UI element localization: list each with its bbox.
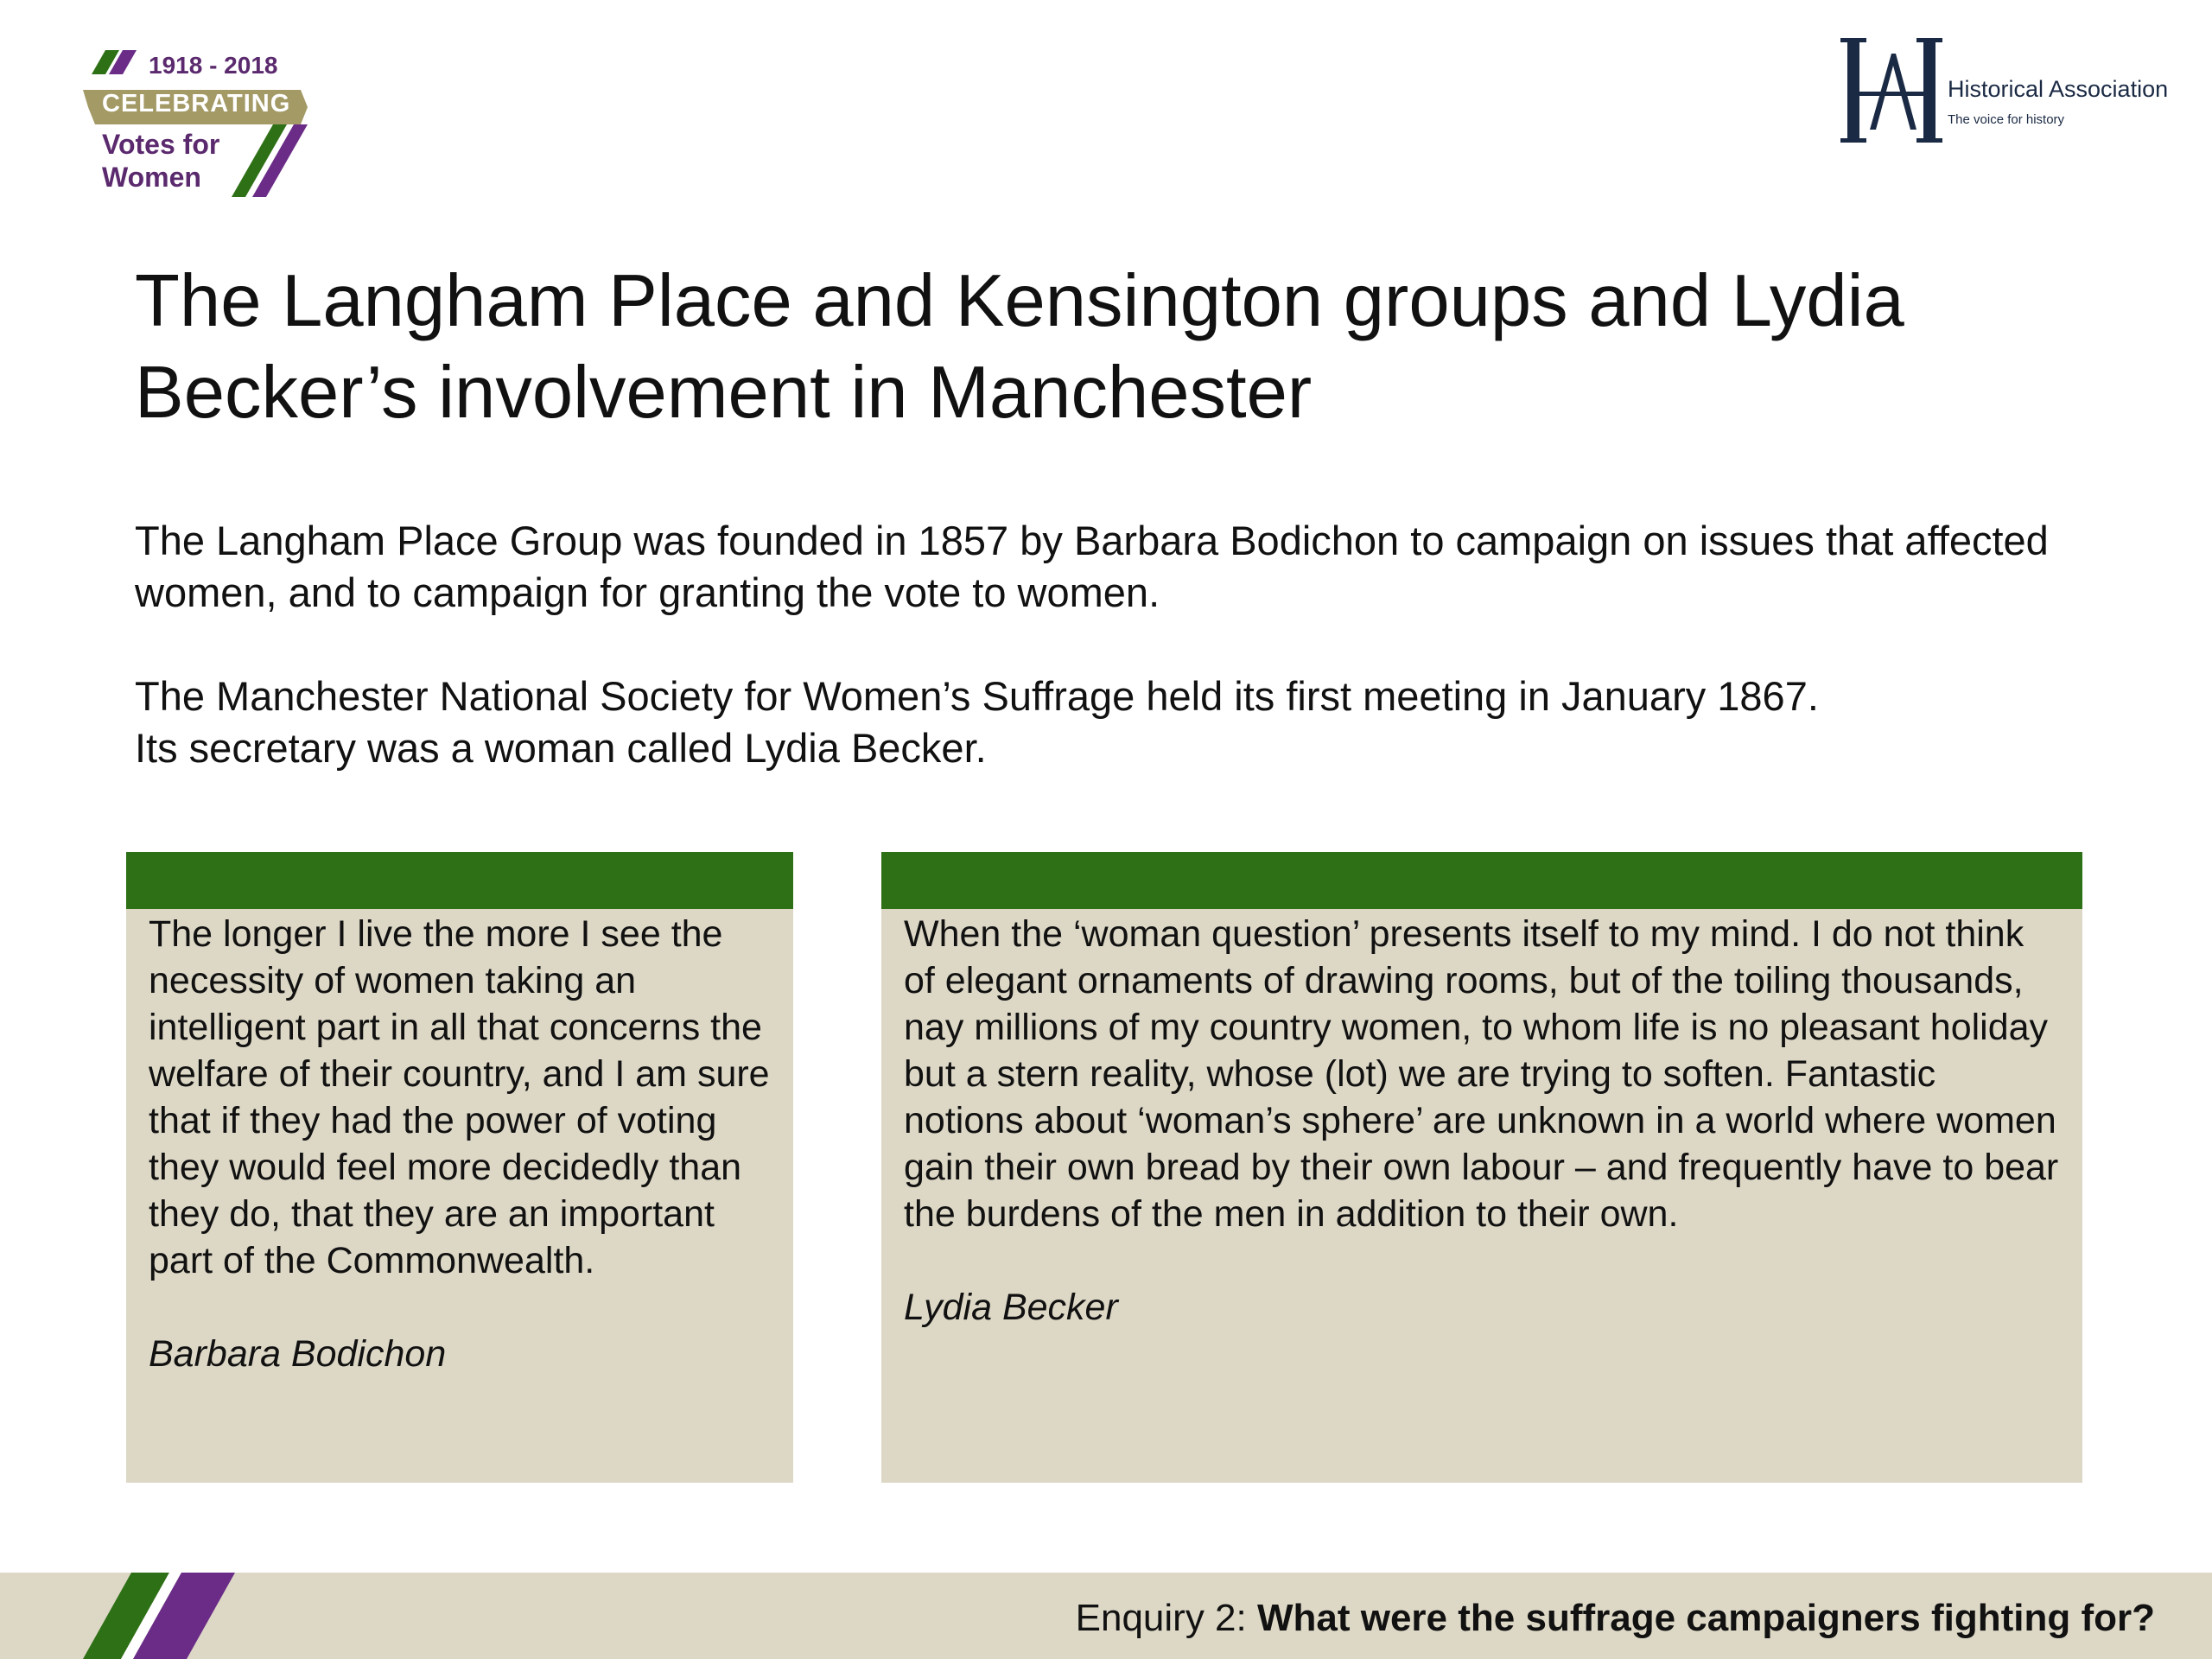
panel-body bbox=[881, 909, 2082, 1331]
intro-text bbox=[135, 515, 2122, 826]
quote-panel-bodichon bbox=[126, 852, 793, 1483]
footer-enquiry-question: What were the suffrage campaigners fighting for? bbox=[1256, 1597, 2155, 1639]
historical-association-logo bbox=[1840, 35, 2186, 156]
badge-ribbon-text: CELEBRATING bbox=[102, 90, 291, 118]
quote-author: Barbara Bodichon bbox=[149, 1333, 447, 1375]
panel-header-bar bbox=[881, 852, 2082, 909]
badge-years: 1918 - 2018 bbox=[149, 52, 278, 79]
votes-for-women-badge bbox=[74, 45, 316, 200]
panel-header-bar bbox=[126, 852, 793, 909]
panel-body bbox=[126, 909, 793, 1377]
footer-bar bbox=[0, 1573, 2212, 1659]
intro-paragraph-manchester: The Manchester National Society for Women’s Suffrage held its first meeting in January 1867. Its secretary was a woman called Lydia Becker. bbox=[135, 673, 1819, 771]
logo-tagline: The voice for history bbox=[1948, 112, 2065, 127]
ha-monogram-icon bbox=[1840, 35, 1944, 147]
badge-tagline: Votes for Women bbox=[102, 129, 220, 193]
intro-paragraph-langham: The Langham Place Group was founded in 1857 by Barbara Bodichon to campaign on issues that affected women, and to campaign for granting the vote to women. bbox=[135, 518, 2049, 615]
quote-text: When the ‘woman question’ presents itself to my mind. I do not think of elegant ornaments of drawing rooms, but of the toiling thousands, nay millions of my country women, to whom life is no pleasant holiday but a stern reality, whose (lot) we are trying to soften. Fantastic notions about ‘woman’s sphere’ are unknown in a world where women gain their own bread by their own labour – and frequently have to bear the burdens of the men in addition to their own. bbox=[904, 913, 2059, 1235]
page-title: The Langham Place and Kensington groups and Lydia Becker’s involvement in Manchester bbox=[135, 260, 1904, 434]
footer-enquiry-label: Enquiry 2: bbox=[1075, 1597, 1257, 1639]
quote-author: Lydia Becker bbox=[904, 1287, 1118, 1328]
quote-text: The longer I live the more I see the necessity of women taking an intelligent part in all that concerns the welfare of their country, and I am sure that if they had the power of voting they would feel more decidedly than they do, that they are an important part of the Commonwealth. bbox=[149, 913, 770, 1281]
footer-enquiry bbox=[1076, 1597, 2155, 1640]
logo-name: Historical Association bbox=[1948, 76, 2169, 102]
quote-panel-becker bbox=[881, 852, 2082, 1483]
footer-stripes-graphic bbox=[78, 1573, 251, 1659]
